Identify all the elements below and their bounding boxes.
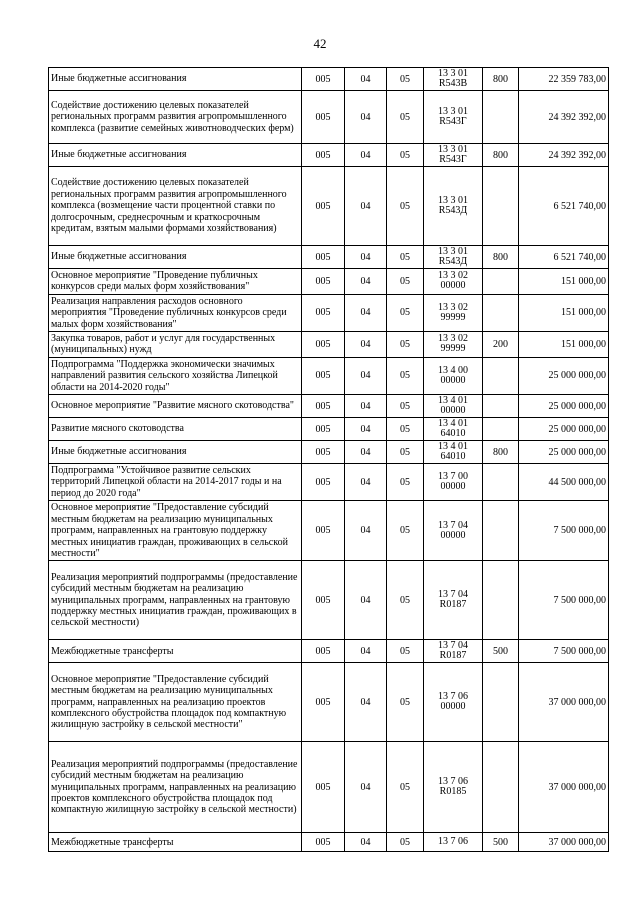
row-expense-type (483, 742, 519, 833)
row-subsection: 05 (387, 395, 424, 418)
table-row (49, 144, 609, 167)
row-sum: 25 000 000,00 (519, 441, 609, 464)
table-row (49, 418, 609, 441)
row-subsection: 05 (387, 357, 424, 394)
row-target-article-line2: R543Д (438, 205, 468, 216)
row-section: 04 (345, 742, 387, 833)
row-subsection: 05 (387, 663, 424, 742)
row-target-article-line1: 13 3 01 (438, 246, 468, 257)
row-target-article-line1: 13 7 06 (438, 691, 468, 703)
row-target-article (424, 357, 483, 394)
row-subsection: 05 (387, 269, 424, 295)
row-target-article (424, 246, 483, 269)
row-name: Иные бюджетные ассигнования (49, 144, 302, 167)
row-section: 04 (345, 167, 387, 246)
row-target-article-line1: 13 7 04 (438, 589, 468, 601)
table-body (49, 68, 609, 852)
row-subsection: 05 (387, 441, 424, 464)
table-row (49, 269, 609, 295)
table-row (49, 663, 609, 742)
row-target-article (424, 833, 483, 852)
row-target-article-line1: 13 4 01 (438, 441, 468, 453)
row-subsection: 05 (387, 640, 424, 663)
row-sum: 151 000,00 (519, 294, 609, 331)
row-sum: 25 000 000,00 (519, 395, 609, 418)
row-name: Межбюджетные трансферты (49, 640, 302, 663)
page-number: 42 (313, 36, 327, 51)
row-subsection: 05 (387, 294, 424, 331)
row-expense-type: 500 (483, 833, 519, 852)
row-ministry: 005 (302, 501, 345, 561)
row-sum: 7 500 000,00 (519, 640, 609, 663)
row-section: 04 (345, 640, 387, 663)
row-ministry: 005 (302, 294, 345, 331)
row-target-article (424, 464, 483, 501)
row-section: 04 (345, 833, 387, 852)
row-target-article (424, 144, 483, 167)
row-ministry: 005 (302, 640, 345, 663)
row-name: Развитие мясного скотоводства (49, 418, 302, 441)
row-name: Основное мероприятие "Предоставление субсидий местным бюджетам на реализацию муниципальных программ, направленных на грантовую поддержку местных инициатив граждан, проживающих в сельской местности" (49, 501, 302, 561)
table-row (49, 91, 609, 144)
table-row (49, 357, 609, 394)
row-target-article-line2: R0187 (439, 650, 467, 662)
row-target-article-line2: 00000 (440, 374, 466, 386)
row-section: 04 (345, 501, 387, 561)
row-subsection: 05 (387, 742, 424, 833)
row-target-article-line2: R543Г (439, 116, 467, 127)
row-target-article-line2: 00000 (440, 280, 466, 292)
row-target-article-line2: 64010 (440, 428, 466, 440)
row-target-article (424, 167, 483, 246)
row-section: 04 (345, 68, 387, 91)
row-name: Подпрограмма "Устойчивое развитие сельских территорий Липецкой области на 2014-2017 годы и на период до 2020 года" (49, 464, 302, 501)
row-target-article-line2: 99999 (440, 343, 466, 355)
row-name: Межбюджетные трансферты (49, 833, 302, 852)
row-target-article-line1: 13 3 01 (438, 195, 468, 206)
row-name: Реализация мероприятий подпрограммы (предоставление субсидий местным бюджетам на реализацию муниципальных программ, направленных на грантовую поддержку местных инициатив граждан, проживающих в сельской местности) (49, 561, 302, 640)
row-expense-type (483, 269, 519, 295)
row-sum: 151 000,00 (519, 269, 609, 295)
row-section: 04 (345, 294, 387, 331)
row-subsection: 05 (387, 246, 424, 269)
row-name: Основное мероприятие "Предоставление субсидий местным бюджетам на реализацию муниципальных программ, направленных на реализацию проектов комплексного обустройства площадок под компактную жилищную застройку в сельской местности" (49, 663, 302, 742)
row-expense-type (483, 663, 519, 742)
row-expense-type (483, 395, 519, 418)
row-section: 04 (345, 441, 387, 464)
row-sum: 6 521 740,00 (519, 167, 609, 246)
row-section: 04 (345, 395, 387, 418)
row-name: Иные бюджетные ассигнования (49, 68, 302, 91)
row-target-article-line2: R543В (438, 78, 468, 89)
row-section: 04 (345, 663, 387, 742)
row-sum: 25 000 000,00 (519, 357, 609, 394)
table-row (49, 561, 609, 640)
row-expense-type: 500 (483, 640, 519, 663)
row-expense-type (483, 464, 519, 501)
row-target-article (424, 640, 483, 663)
row-sum: 7 500 000,00 (519, 561, 609, 640)
row-target-article-line1: 13 3 01 (438, 106, 468, 117)
row-subsection: 05 (387, 833, 424, 852)
row-section: 04 (345, 144, 387, 167)
row-expense-type (483, 501, 519, 561)
table-row (49, 833, 609, 852)
row-name: Подпрограмма "Поддержка экономически значимых направлений развития сельского хозяйства Липецкой области на 2014-2020 годы" (49, 357, 302, 394)
row-subsection: 05 (387, 561, 424, 640)
row-subsection: 05 (387, 418, 424, 441)
row-expense-type (483, 294, 519, 331)
row-sum: 24 392 392,00 (519, 144, 609, 167)
row-target-article-line2: R543Г (439, 154, 467, 165)
row-expense-type: 800 (483, 144, 519, 167)
row-ministry: 005 (302, 663, 345, 742)
table-row (49, 640, 609, 663)
row-target-article-line2: R0185 (439, 786, 467, 798)
row-section: 04 (345, 357, 387, 394)
row-expense-type (483, 91, 519, 144)
row-ministry: 005 (302, 418, 345, 441)
row-sum: 22 359 783,00 (519, 68, 609, 91)
row-name: Содействие достижению целевых показателей региональных программ развития агропромышленного комплекса (возмещение части процентной ставки по долгосрочным, среднесрочным и краткосрочным кредитам, взятым малыми формами хозяйствования) (49, 167, 302, 246)
row-expense-type (483, 561, 519, 640)
row-target-article (424, 332, 483, 358)
row-target-article-line1: 13 7 04 (438, 519, 468, 531)
row-ministry: 005 (302, 833, 345, 852)
row-section: 04 (345, 269, 387, 295)
row-ministry: 005 (302, 357, 345, 394)
row-sum: 37 000 000,00 (519, 663, 609, 742)
row-subsection: 05 (387, 332, 424, 358)
row-section: 04 (345, 561, 387, 640)
row-subsection: 05 (387, 167, 424, 246)
row-name: Основное мероприятие "Проведение публичных конкурсов среди малых форм хозяйствования" (49, 269, 302, 295)
row-section: 04 (345, 332, 387, 358)
row-name: Основное мероприятие "Развитие мясного скотоводства" (49, 395, 302, 418)
budget-table (48, 67, 609, 852)
row-ministry: 005 (302, 464, 345, 501)
row-expense-type: 800 (483, 441, 519, 464)
table-row (49, 395, 609, 418)
row-target-article-line1: 13 4 01 (438, 395, 468, 407)
row-sum: 151 000,00 (519, 332, 609, 358)
row-sum: 37 000 000,00 (519, 833, 609, 852)
row-ministry: 005 (302, 167, 345, 246)
row-target-article-line1: 13 3 02 (438, 270, 468, 282)
table-row (49, 294, 609, 331)
row-name: Реализация мероприятий подпрограммы (предоставление субсидий местным бюджетам на реализацию муниципальных программ, направленных на реализацию проектов комплексного обустройства площадок под компактную жилищную застройку в сельской местности) (49, 742, 302, 833)
row-ministry: 005 (302, 68, 345, 91)
row-ministry: 005 (302, 561, 345, 640)
row-target-article-line1: 13 7 04 (438, 640, 468, 652)
row-section: 04 (345, 464, 387, 501)
row-target-article-line2: 00000 (440, 701, 466, 713)
row-target-article-line1: 13 7 00 (438, 471, 468, 483)
row-target-article-line1: 13 3 01 (438, 144, 468, 155)
row-target-article-line1: 13 3 02 (438, 333, 468, 345)
row-target-article (424, 561, 483, 640)
row-target-article (424, 91, 483, 144)
row-ministry: 005 (302, 144, 345, 167)
row-expense-type (483, 357, 519, 394)
table-row (49, 742, 609, 833)
row-sum: 37 000 000,00 (519, 742, 609, 833)
row-sum: 7 500 000,00 (519, 501, 609, 561)
row-target-article-line2: 00000 (440, 529, 466, 541)
table-row (49, 501, 609, 561)
table-row (49, 441, 609, 464)
row-subsection: 05 (387, 501, 424, 561)
row-expense-type: 800 (483, 246, 519, 269)
row-section: 04 (345, 91, 387, 144)
row-target-article-line1: 13 7 06 (438, 776, 468, 788)
row-target-article-line2: R543Д (438, 256, 468, 267)
row-subsection: 05 (387, 91, 424, 144)
row-target-article-line2: R0187 (439, 599, 467, 611)
row-ministry: 005 (302, 332, 345, 358)
row-ministry: 005 (302, 441, 345, 464)
row-ministry: 005 (302, 742, 345, 833)
row-target-article-line1: 13 3 01 (438, 68, 468, 79)
row-ministry: 005 (302, 269, 345, 295)
table-row (49, 332, 609, 358)
row-target-article-line1: 13 4 01 (438, 418, 468, 430)
row-target-article-line1: 13 3 02 (438, 301, 468, 313)
row-sum: 24 392 392,00 (519, 91, 609, 144)
row-target-article (424, 441, 483, 464)
row-target-article-line2: 99999 (440, 311, 466, 323)
row-target-article (424, 68, 483, 91)
row-sum: 25 000 000,00 (519, 418, 609, 441)
row-target-article-line1: 13 7 06 (438, 836, 468, 848)
table-row (49, 246, 609, 269)
row-ministry: 005 (302, 395, 345, 418)
row-target-article (424, 663, 483, 742)
row-name: Иные бюджетные ассигнования (49, 246, 302, 269)
row-target-article (424, 269, 483, 295)
row-name: Реализация направления расходов основного мероприятия "Проведение публичных конкурсов среди малых форм хозяйствования" (49, 294, 302, 331)
table-row (49, 167, 609, 246)
row-sum: 44 500 000,00 (519, 464, 609, 501)
row-section: 04 (345, 246, 387, 269)
row-target-article (424, 294, 483, 331)
row-target-article-line2: 64010 (440, 451, 466, 463)
row-expense-type: 800 (483, 68, 519, 91)
row-target-article-line2: 00000 (440, 405, 466, 417)
row-ministry: 005 (302, 91, 345, 144)
table-row (49, 68, 609, 91)
row-name: Содействие достижению целевых показателей региональных программ развития агропромышленного комплекса (развитие семейных животноводческих ферм) (49, 91, 302, 144)
row-target-article-line2: 00000 (440, 481, 466, 493)
row-ministry: 005 (302, 246, 345, 269)
row-name: Иные бюджетные ассигнования (49, 441, 302, 464)
row-target-article-line1: 13 4 00 (438, 364, 468, 376)
row-expense-type (483, 418, 519, 441)
row-subsection: 05 (387, 144, 424, 167)
row-section: 04 (345, 418, 387, 441)
row-sum: 6 521 740,00 (519, 246, 609, 269)
row-target-article (424, 501, 483, 561)
row-target-article (424, 418, 483, 441)
row-target-article (424, 395, 483, 418)
row-expense-type (483, 167, 519, 246)
table-row (49, 464, 609, 501)
row-name: Закупка товаров, работ и услуг для государственных (муниципальных) нужд (49, 332, 302, 358)
row-target-article (424, 742, 483, 833)
row-expense-type: 200 (483, 332, 519, 358)
row-subsection: 05 (387, 464, 424, 501)
row-subsection: 05 (387, 68, 424, 91)
